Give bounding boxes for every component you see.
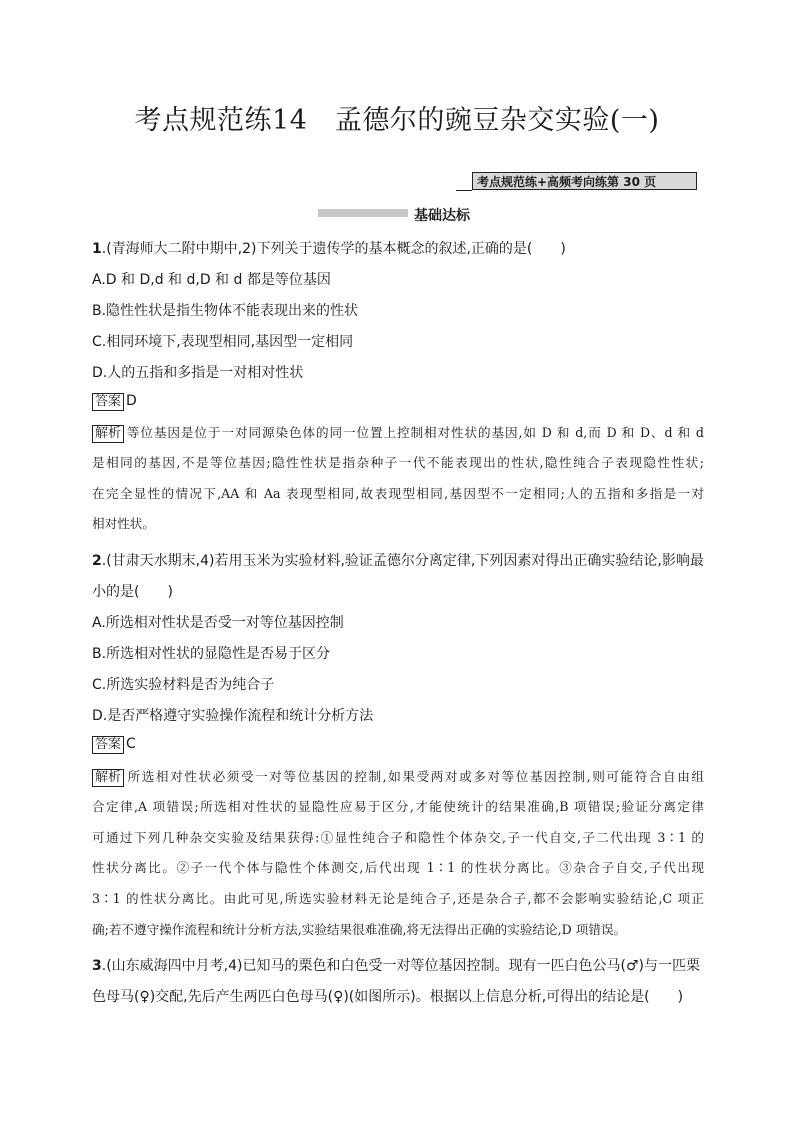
question-2-stem-continued: 小的是( )	[92, 584, 173, 600]
section-title: 基础达标	[414, 208, 470, 224]
page-reference	[456, 172, 699, 193]
question-1-option-d: D.人的五指和多指是一对相对性状	[92, 365, 304, 381]
question-1-stem: 1.(青海师大二附中期中,2)下列关于遗传学的基本概念的叙述,正确的是( )	[92, 241, 566, 257]
question-2-analysis-line: 解析 所选相对性状必须受一对等位基因的控制,如果受两对或多对等位基因控制,则可能符合自由组	[92, 762, 704, 792]
question-2-analysis-line: 可通过下列几种杂交实验及结果获得:①显性纯合子和隐性个体杂交,子一代自交,子二代出现 3∶1 的	[92, 830, 704, 845]
question-2-analysis-line: 3∶1 的性状分离比。由此可见,所选实验材料无论是纯合子,还是杂合子,都不会影响实验结论,C 项正	[92, 891, 704, 906]
page-title: 考点规范练14 孟德尔的豌豆杂交实验(一)	[134, 105, 660, 136]
analysis-label: 解析	[92, 425, 124, 443]
answer-label: 答案	[92, 393, 124, 411]
question-2-option-a: A.所选相对性状是否受一对等位基因控制	[92, 615, 344, 631]
answer-value: C	[126, 736, 136, 752]
question-2-analysis-line: 确;若不遵守操作流程和统计分析方法,实验结果很难准确,将无法得出正确的实验结论,D 项错误。	[92, 922, 627, 937]
question-2-option-c: C.所选实验材料是否为纯合子	[92, 677, 275, 693]
question-2-analysis-line: 合定律,A 项错误;所选相对性状的显隐性应易于区分,才能使统计的结果准确,B 项错误;验证分离定律	[92, 799, 704, 814]
question-1-analysis-line: 解析 等位基因是位于一对同源染色体的同一位置上控制相对性状的基因,如 D 和 d,而 D 和 D、d 和 d	[92, 418, 704, 448]
question-1-option-c: C.相同环境下,表现型相同,基因型一定相同	[92, 334, 354, 350]
question-2-option-b: B.所选相对性状的显隐性是否易于区分	[92, 646, 331, 662]
question-2-answer	[92, 736, 136, 754]
answer-value: D	[126, 393, 137, 409]
section-bar	[318, 209, 408, 217]
reference-underline	[456, 190, 472, 191]
analysis-label: 解析	[92, 769, 124, 787]
question-1-option-a: A.D 和 D,d 和 d,D 和 d 都是等位基因	[92, 272, 331, 288]
question-2-analysis-line: 性状分离比。②子一代个体与隐性个体测交,后代出现 1∶1 的性状分离比。③杂合子自交,子代出现	[92, 860, 704, 875]
question-1-answer	[92, 393, 137, 411]
question-2-option-d: D.是否严格遵守实验操作流程和统计分析方法	[92, 708, 374, 724]
question-3-stem: 3.(山东威海四中月考,4)已知马的栗色和白色受一对等位基因控制。现有一匹白色公马(♂)与一匹栗	[92, 958, 700, 974]
answer-label: 答案	[92, 736, 124, 754]
question-1-option-b: B.隐性性状是指生物体不能表现出来的性状	[92, 303, 359, 319]
question-1-analysis-line: 相对性状。	[92, 516, 155, 531]
question-1-analysis-line: 在完全显性的情况下,AA 和 Aa 表现型相同,故表现型相同,基因型不一定相同;人的五指和多指是一对	[92, 486, 704, 501]
question-number: 2	[92, 553, 102, 569]
question-1-analysis-line: 是相同的基因,不是等位基因;隐性性状是指杂种子一代不能表现出的性状,隐性纯合子表现隐性性状;	[92, 455, 704, 470]
reference-box: 考点规范练+高频考向练第 30 页	[472, 172, 697, 190]
question-2-stem: 2.(甘肃天水期末,4)若用玉米为实验材料,验证孟德尔分离定律,下列因素对得出正确实验结论,影响最	[92, 553, 704, 569]
question-number: 1	[92, 241, 102, 257]
question-number: 3	[92, 958, 102, 974]
question-3-stem-continued: 色母马(♀)交配,先后产生两匹白色母马(♀)(如图所示)。根据以上信息分析,可得出的结论是( )	[92, 989, 684, 1005]
